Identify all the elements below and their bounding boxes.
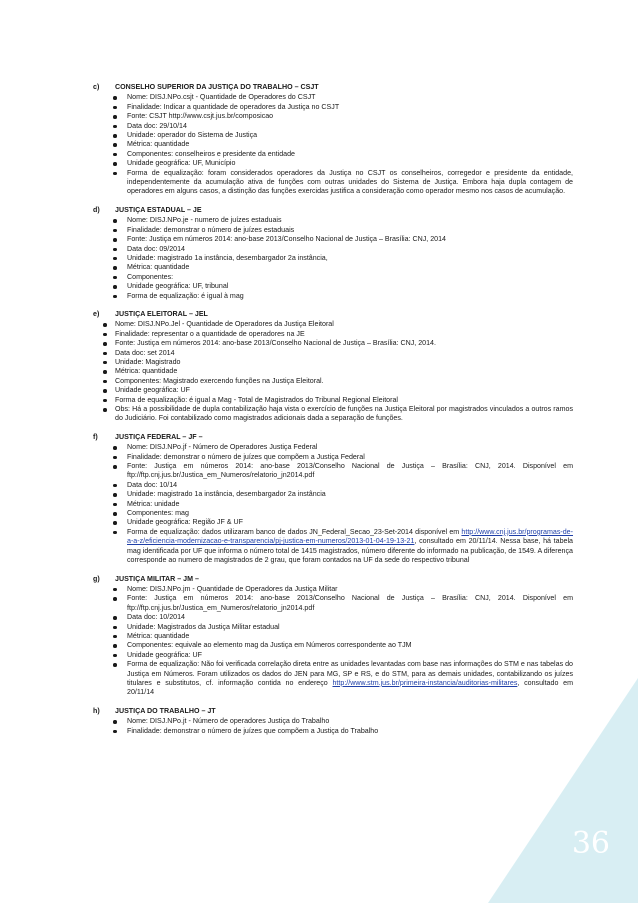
section-jm (93, 575, 573, 698)
list-item: Componentes: conselheiros e presidente da entidade (127, 150, 573, 159)
list-item: Finalidade: demonstrar o número de juízes que compõem a Justiça do Trabalho (127, 727, 573, 736)
list-item: Unidade geográfica: Região JF & UF (127, 518, 573, 527)
list-item: Métrica: quantidade (115, 367, 573, 376)
list-item: Finalidade: demonstrar o número de juízes que compõem a Justiça Federal (127, 453, 573, 462)
section-letter: e) (93, 309, 100, 318)
equalization-text: Forma de equalização: dados utilizaram banco de dados JN_Federal_Secao_23-Set-2014 disponível em (127, 527, 462, 536)
section-title: CONSELHO SUPERIOR DA JUSTIÇA DO TRABALHO – CSJT (115, 83, 319, 91)
list-item: Finalidade: representar o a quantidade de operadores na JE (115, 330, 573, 339)
list-item: Unidade geográfica: UF (127, 651, 573, 660)
list-item: Finalidade: Indicar a quantidade de operadores da Justiça no CSJT (127, 103, 573, 112)
equalization-text-end: , consultado em 20/11/14. Nessa base, há tabela mag identificada por UF que informa o número total de 1415 magistrados, número diferente do informado na publicação, de 1549. A diferença corresponde ao numero de magistrados de 2 grau, que foram contados na UF da sede do respectivo tribunal (127, 537, 573, 565)
document-body (93, 83, 573, 745)
list-item: Data doc: 10/14 (127, 481, 573, 490)
item-list (93, 216, 573, 301)
list-item: Unidade: operador do Sistema de Justiça (127, 131, 573, 140)
section-title: JUSTIÇA FEDERAL – JF – (115, 432, 203, 441)
list-item: Unidade: magistrado 1a instância, desembargador 2a instância, (127, 254, 573, 263)
list-item: Fonte: Justiça em números 2014: ano-base 2013/Conselho Nacional de Justiça – Brasília: CNJ, 2014 (127, 235, 573, 244)
list-item: Nome: DISJ.NPo.Jel - Quantidade de Operadores da Justiça Eleitoral (115, 320, 573, 329)
list-item: Unidade: magistrado 1a instância, desembargador 2a instância (127, 490, 573, 499)
item-list (93, 585, 573, 698)
list-item: Fonte: Justiça em números 2014: ano-base 2013/Conselho Nacional de Justiça – Brasília: CNJ, 2014. Disponível em ftp://ftp.cnj.jus.br/Justica_em_Numeros/relatorio_jn2014.pdf (127, 462, 573, 480)
section-title: JUSTIÇA ELEITORAL – JEL (115, 309, 208, 318)
section-csjt (93, 83, 573, 197)
list-item: Métrica: quantidade (127, 140, 573, 149)
equalization-text: Forma de equalização: Não foi verificada correlação direta entre as unidades levantadas com base nas informações do STM e nas tabelas do Justiça em Números. Foram utilizados os dados do JEN para MG, SP e RS, e do STM, para as demais unidades, contabilizando os juízes titulares e substitutos, cf. informação contida no endereço (127, 660, 573, 687)
section-letter: f) (93, 432, 98, 441)
list-item: Fonte: CSJT http://www.csjt.jus.br/composicao (127, 112, 573, 121)
list-item: Nome: DISJ.NPo.csjt - Quantidade de Operadores do CSJT (127, 93, 573, 102)
list-item: Finalidade: demonstrar o número de juízes estaduais (127, 226, 573, 235)
item-list (93, 93, 573, 196)
list-item-equalization (127, 528, 573, 566)
section-jt (93, 707, 573, 736)
page-number: 36 (571, 826, 610, 861)
list-item: Data doc: 09/2014 (127, 245, 573, 254)
list-item: Componentes: equivale ao elemento mag da Justiça em Números correspondente ao TJM (127, 641, 573, 650)
list-item: Nome: DISJ.NPo.jt - Número de operadores Justiça do Trabalho (127, 717, 573, 726)
section-heading (93, 707, 573, 716)
list-item: Unidade: Magistrados da Justiça Militar estadual (127, 623, 573, 632)
stm-link[interactable]: http://www.stm.jus.br/primeira-instancia/auditorias-militares (332, 678, 518, 687)
list-item: Unidade geográfica: UF (115, 386, 573, 395)
list-item: Data doc: set 2014 (115, 349, 573, 358)
list-item: Data doc: 29/10/14 (127, 122, 573, 131)
section-heading (93, 206, 573, 215)
section-heading (93, 83, 573, 92)
section-letter: d) (93, 205, 100, 214)
section-letter: h) (93, 706, 100, 715)
cnj-data-link[interactable]: http://www.cnj.jus.br/programas-de-a-a-z/eficiencia-modernizacao-e-transparencia/pj-justica-em-numeros/2013-01-04-19-13-21 (127, 527, 573, 546)
list-item: Componentes: Magistrado exercendo funções na Justiça Eleitoral. (115, 377, 573, 386)
list-item: Métrica: unidade (127, 500, 573, 509)
list-item: Data doc: 10/2014 (127, 613, 573, 622)
list-item: Forma de equalização: foram considerados operadores da Justiça no CSJT os conselheiros, corregedor e presidente da entidade, independentemente da acumulação ativa de funções com outras unidades do Sistema de Justiça. Embora haja dupla contagem de operadores em alguns casos, a distinção das funções exercidas justifica a consideração como operador mesmo nos casos de acumulação. (127, 168, 573, 196)
list-item: Unidade geográfica: UF, tribunal (127, 282, 573, 291)
section-jel (93, 310, 573, 424)
list-item: Nome: DISJ.NPo.jm - Quantidade de Operadores da Justiça Militar (127, 585, 573, 594)
list-item: Unidade: Magistrado (115, 358, 573, 367)
section-title: JUSTIÇA DO TRABALHO – JT (115, 706, 216, 715)
list-item: Nome: DISJ.NPo.je - numero de juízes estaduais (127, 216, 573, 225)
section-je (93, 206, 573, 301)
section-heading (93, 433, 573, 442)
list-item-equalization (127, 660, 573, 698)
list-item: Fonte: Justiça em números 2014: ano-base 2013/Conselho Nacional de Justiça – Brasília: CNJ, 2014. (115, 339, 573, 348)
section-title: JUSTIÇA ESTADUAL – JE (115, 205, 202, 214)
section-heading (93, 575, 573, 584)
section-letter: c) (93, 83, 100, 91)
item-list (93, 717, 573, 736)
list-item: Forma de equalização: é igual a Mag - Total de Magistrados do Tribunal Regional Eleitoral (115, 396, 573, 405)
section-letter: g) (93, 574, 100, 583)
section-heading (93, 310, 573, 319)
list-item: Forma de equalização: é igual à mag (127, 292, 573, 301)
section-jf (93, 433, 573, 566)
list-item: Nome: DISJ.NPo.jf - Número de Operadores Justiça Federal (127, 443, 573, 452)
list-item: Fonte: Justiça em números 2014: ano-base 2013/Conselho Nacional de Justiça – Brasília: CNJ, 2014. Disponível em ftp://ftp.cnj.jus.br/Justica_em_Numeros/relatorio_jn2014.pdf (127, 594, 573, 612)
list-item: Obs: Há a possibilidade de dupla contabilização haja vista o exercício de funções na Justiça Eleitoral por magistrados vinculados a outros ramos do Judiciário. Foi contabilizado como magistrados adicionais dada a separação de funções. (115, 405, 573, 423)
item-list (93, 320, 573, 423)
list-item: Componentes: (127, 273, 573, 282)
list-item: Componentes: mag (127, 509, 573, 518)
list-item: Métrica: quantidade (127, 632, 573, 641)
equalization-text-end: , consultado em 20/11/14 (127, 678, 573, 697)
item-list (93, 443, 573, 565)
section-title: JUSTIÇA MILITAR – JM – (115, 574, 199, 583)
list-item: Métrica: quantidade (127, 263, 573, 272)
list-item: Unidade geográfica: UF, Município (127, 159, 573, 168)
